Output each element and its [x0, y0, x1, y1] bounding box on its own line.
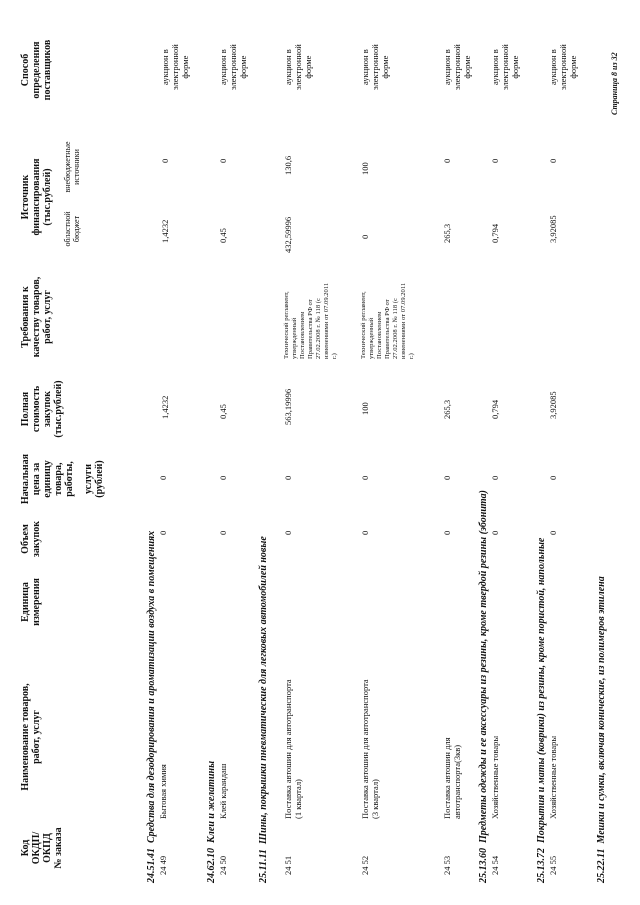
- row-name: Клей карандаш: [218, 763, 228, 819]
- row-extra: 0: [160, 158, 170, 163]
- row-total: 100: [360, 402, 370, 415]
- row-regional: 265,3: [442, 223, 452, 243]
- row-name: Хозяйственные товары: [548, 735, 558, 819]
- header-total: Полная стоимость закупок (тыс.рублей): [20, 380, 64, 438]
- row-regional: 432,59996: [283, 216, 293, 253]
- row-total: 0,794: [490, 399, 500, 419]
- row-name: Хозяйственные товары: [490, 735, 500, 819]
- section-heading: 25.11.11 Шины, покрышки пневматические для легковых автомобилей новые: [258, 536, 269, 883]
- row-method: аукцион в электронной форме: [442, 44, 472, 90]
- section-heading: 25.13.72 Покрытия и маты (коврики) из резины, кроме пористой, напольные: [536, 537, 547, 883]
- row-code: 24 53: [442, 855, 452, 875]
- row-method: аукцион в электронной форме: [490, 44, 520, 90]
- row-regional: 0,794: [490, 223, 500, 243]
- header-volume: Объем закупок: [20, 520, 42, 558]
- row-volume: 0: [490, 530, 500, 535]
- row-total: 563,19996: [283, 388, 293, 425]
- row-volume: 0: [158, 530, 168, 535]
- row-extra: 0: [490, 158, 500, 163]
- row-price: 0: [283, 475, 293, 480]
- row-method: аукцион в электронной форме: [283, 44, 313, 90]
- row-total: 0,45: [218, 404, 228, 419]
- row-code: 24 54: [490, 855, 500, 875]
- row-price: 0: [442, 475, 452, 480]
- row-name: Бытовая химия: [158, 764, 168, 819]
- row-volume: 0: [548, 530, 558, 535]
- row-extra: 0: [218, 158, 228, 163]
- row-regional: 1,4232: [160, 219, 170, 243]
- row-volume: 0: [283, 530, 293, 535]
- row-volume: 0: [218, 530, 228, 535]
- row-method: аукцион в электронной форме: [160, 44, 190, 90]
- row-extra: 130,6: [283, 155, 293, 175]
- row-extra: 0: [548, 158, 558, 163]
- row-method: аукцион в электронной форме: [218, 44, 248, 90]
- header-method: Способ определения поставщиков: [20, 39, 53, 101]
- row-code: 24 49: [158, 855, 168, 875]
- row-code: 24 51: [283, 855, 293, 875]
- header-funding-extra: внебюджетные источники: [63, 141, 81, 193]
- section-heading: 25.13.60 Предметы одежды и ее аксессуары из резины, кроме твердой резины (эбонита): [478, 489, 489, 883]
- row-name: Поставка автошин для автотранспорта (1 квартал): [283, 679, 303, 819]
- row-volume: 0: [360, 530, 370, 535]
- row-total: 265,3: [442, 399, 452, 419]
- section-heading: 24.62.10 Клеи и желатины: [206, 760, 217, 883]
- page-footer: Страница 8 из 32: [610, 52, 619, 115]
- header-funding: Источник финансирования (тыс.рублей): [20, 158, 53, 236]
- row-volume: 0: [442, 530, 452, 535]
- row-name: Поставка автошин для автотранспорта(3кв): [442, 737, 462, 819]
- row-requirements: Технический регламент, утвержденный Постановлением Правительства РФ от 27.02.2008 г. № 118 (с изменениями от 07.09.2011 г.): [360, 282, 415, 359]
- header-requirements: Требования к качеству товаров, работ, услуг: [20, 276, 53, 358]
- row-code: 24 52: [360, 855, 370, 875]
- row-regional: 3,92085: [548, 215, 558, 243]
- header-unit: Единица измерения: [20, 578, 42, 626]
- row-total: 3,92085: [548, 391, 558, 419]
- row-method: аукцион в электронной форме: [548, 44, 578, 90]
- row-price: 0: [360, 475, 370, 480]
- row-requirements: Технический регламент, утвержденный Постановлением Правительства РФ от 27.02.2008 г. № 118 (с изменениями от 07.09.2011 г.): [283, 282, 338, 359]
- row-price: 0: [218, 475, 228, 480]
- row-extra: 100: [360, 162, 370, 175]
- row-regional: 0,45: [218, 228, 228, 243]
- row-price: 0: [490, 475, 500, 480]
- row-code: 24 55: [548, 855, 558, 875]
- section-heading: 24.51.41 Средства для дезодорирования и ароматизации воздуха в помещениях: [146, 530, 157, 883]
- row-code: 24 50: [218, 855, 228, 875]
- row-price: 0: [158, 475, 168, 480]
- row-method: аукцион в электронной форме: [360, 44, 390, 90]
- row-total: 1,4232: [160, 395, 170, 419]
- header-name: Наименование товаров, работ, услуг: [20, 683, 42, 791]
- header-price: Начальная цена за единицу товара, работы, услуги (рублей): [20, 453, 105, 505]
- row-extra: 0: [442, 158, 452, 163]
- section-heading: 25.22.11 Мешки и сумки, включая конические, из полимеров этилена: [596, 576, 607, 883]
- row-name: Поставка автошин для автотранспорта (3 квартал): [360, 679, 380, 819]
- row-regional: 0: [360, 234, 370, 239]
- header-funding-regional: областной бюджет: [63, 211, 81, 247]
- header-code: Код ОКДП/ ОКПД № заказа: [20, 827, 64, 869]
- row-price: 0: [548, 475, 558, 480]
